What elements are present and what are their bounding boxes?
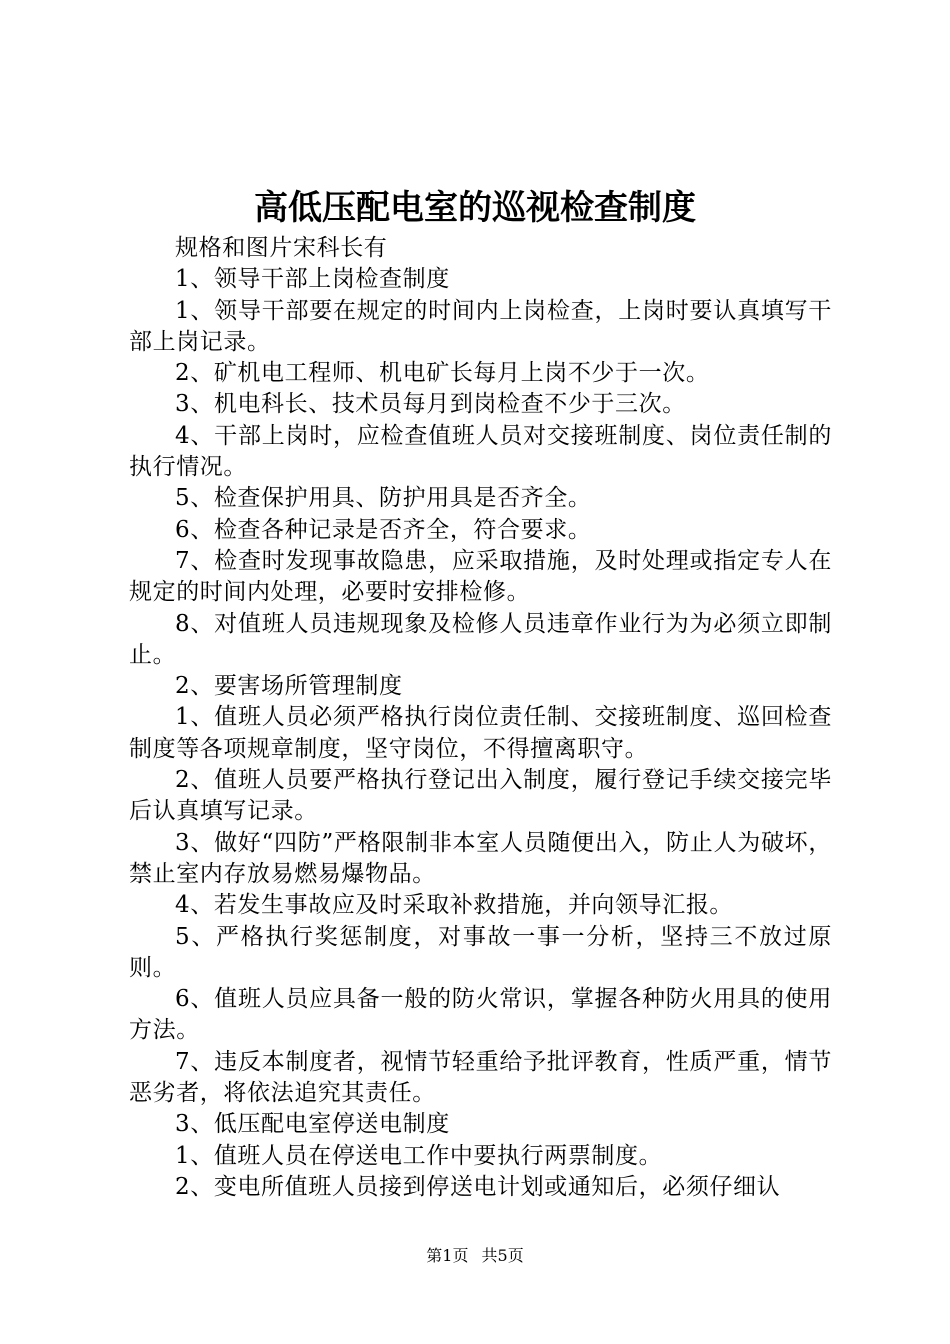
paragraph: 6、值班人员应具备一般的防火常识，掌握各种防火用具的使用方法。 bbox=[129, 986, 832, 1044]
page-total: 共5页 bbox=[481, 1246, 524, 1265]
paragraph: 4、若发生事故应及时采取补救措施，并向领导汇报。 bbox=[175, 892, 734, 919]
paragraph: 7、检查时发现事故隐患，应采取措施，及时处理或指定专人在规定的时间内处理，必要时安排检修。 bbox=[129, 547, 832, 606]
paragraph: 6、检查各种记录是否齐全，符合要求。 bbox=[175, 516, 592, 543]
page-footer bbox=[0, 1245, 950, 1267]
paragraph: 3、机电科长、技术员每月到岗检查不少于三次。 bbox=[175, 391, 686, 418]
paragraph: 2、变电所值班人员接到停送电计划或通知后，必须仔细认 bbox=[175, 1173, 781, 1200]
section-heading: 1、领导干部上岗检查制度 bbox=[175, 266, 450, 293]
page-number: 第1页 bbox=[426, 1246, 469, 1265]
paragraph: 1、值班人员在停送电工作中要执行两票制度。 bbox=[175, 1142, 663, 1169]
paragraph: 规格和图片宋科长有 bbox=[175, 235, 388, 261]
paragraph: 2、矿机电工程师、机电矿长每月上岗不少于一次。 bbox=[175, 360, 710, 387]
paragraph: 8、对值班人员违规现象及检修人员违章作业行为为必须立即制止。 bbox=[129, 610, 832, 668]
paragraph: 1、值班人员必须严格执行岗位责任制、交接班制度、巡回检查制度等各项规章制度，坚守岗位，不得擅离职守。 bbox=[129, 704, 832, 762]
section-heading: 2、要害场所管理制度 bbox=[175, 673, 403, 700]
paragraph: 5、严格执行奖惩制度，对事故一事一分析，坚持三不放过原则。 bbox=[129, 923, 832, 981]
paragraph: 4、干部上岗时，应检查值班人员对交接班制度、岗位责任制的执行情况。 bbox=[129, 422, 832, 481]
paragraph: 3、做好“四防”严格限制非本室人员随便出入，防止人为破坏，禁止室内存放易燃易爆物品。 bbox=[129, 829, 832, 887]
paragraph: 7、违反本制度者，视情节轻重给予批评教育，性质严重，情节恶劣者，将依法追究其责任。 bbox=[129, 1048, 832, 1107]
document-title: 高低压配电室的巡视检查制度 bbox=[254, 188, 696, 228]
paragraph: 2、值班人员要严格执行登记出入制度，履行登记手续交接完毕后认真填写记录。 bbox=[129, 767, 832, 825]
section-heading: 3、低压配电室停送电制度 bbox=[175, 1111, 450, 1138]
paragraph: 5、检查保护用具、防护用具是否齐全。 bbox=[175, 485, 592, 512]
paragraph: 1、领导干部要在规定的时间内上岗检查，上岗时要认真填写干部上岗记录。 bbox=[129, 297, 832, 355]
document-body bbox=[129, 233, 832, 1203]
